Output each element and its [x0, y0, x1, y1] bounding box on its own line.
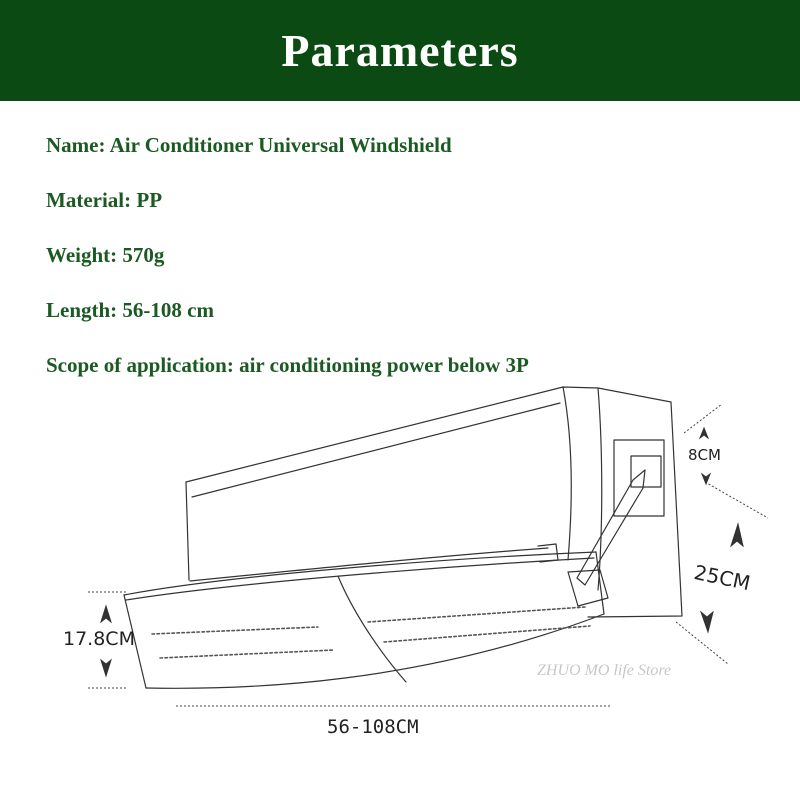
drop-dimension-label: 25CM: [692, 560, 753, 596]
arrow-down-icon: [702, 474, 710, 484]
bracket-dimension-label: 8CM: [688, 446, 721, 464]
param-weight: Weight: 570g: [46, 243, 165, 267]
arrow-up-icon: [731, 524, 743, 546]
length-dimension-label: 56-108CM: [327, 716, 419, 738]
param-material: Material: PP: [46, 188, 163, 212]
arrow-up-icon: [101, 606, 111, 622]
arrow-up-icon: [700, 428, 708, 438]
vent-slots: [152, 607, 590, 658]
param-name: Name: Air Conditioner Universal Windshield: [46, 133, 452, 157]
arrow-down-icon: [101, 660, 111, 676]
store-watermark: ZHUO MO life Store: [537, 662, 672, 679]
param-scope: Scope of application: air conditioning power below 3P: [46, 353, 529, 377]
air-conditioner-unit: [186, 387, 682, 617]
arrow-down-icon: [701, 612, 713, 632]
height-dimension-label: 17.8CM: [63, 628, 135, 650]
windshield-panels: [124, 552, 604, 688]
page-title: Parameters: [281, 25, 519, 76]
param-length: Length: 56-108 cm: [46, 298, 214, 322]
